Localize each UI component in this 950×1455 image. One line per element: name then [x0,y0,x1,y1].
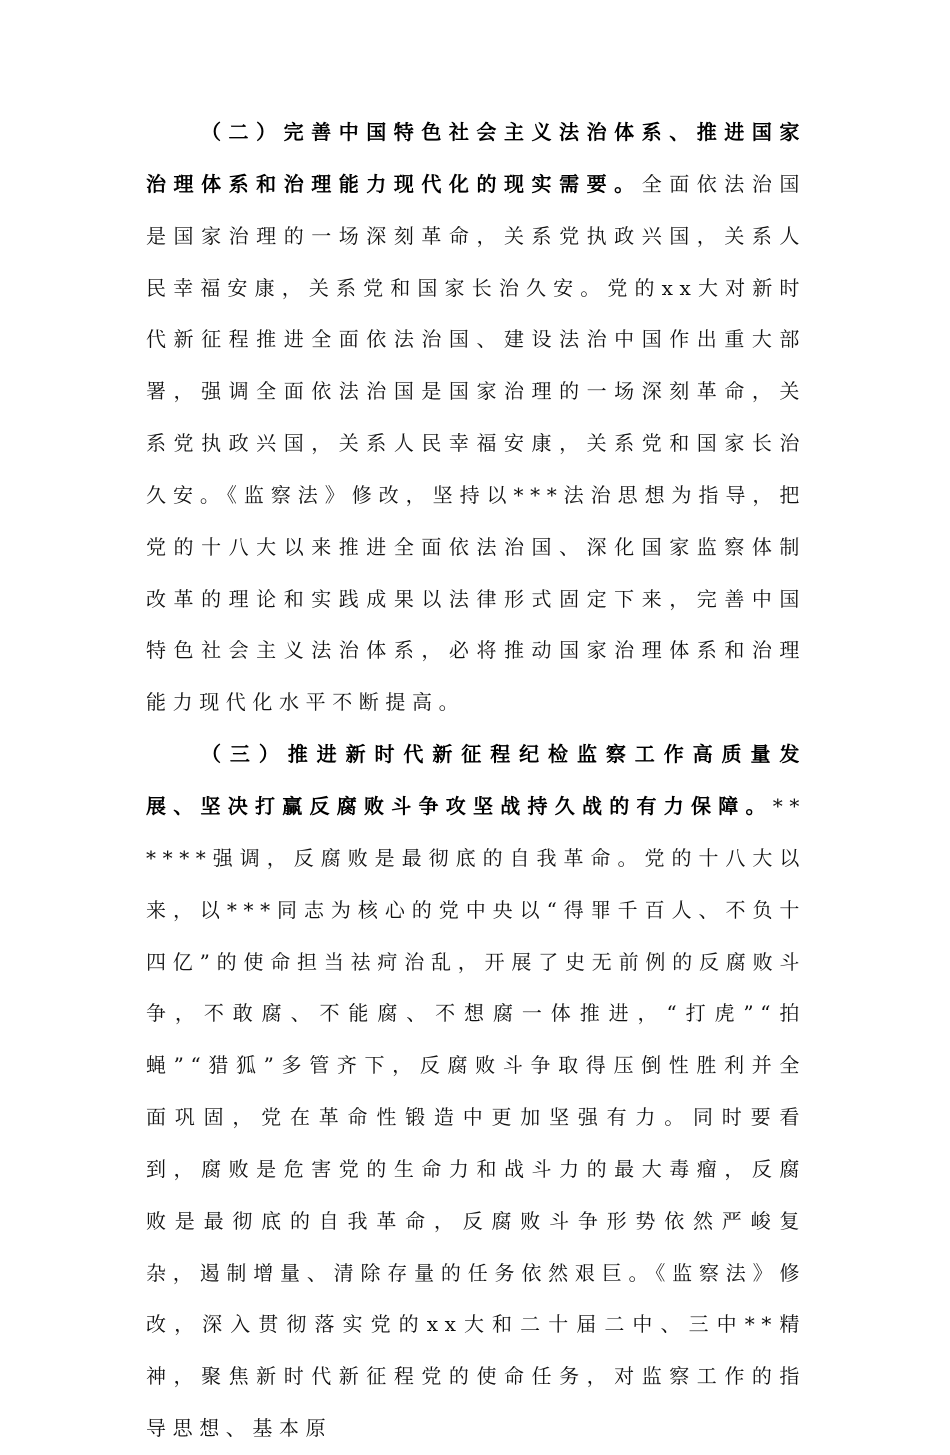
section-heading-3: （三）推进新时代新征程纪检监察工作高质量发展、坚决打赢反腐败斗争攻坚战持久战的有力保障。 [146,742,806,818]
section-body-3: ******强调，反腐败是最彻底的自我革命。党的十八大以来，以***同志为核心的党中央以“得罪千百人、不负十四亿”的使命担当祛疴治乱，开展了史无前例的反腐败斗争，不敢腐、不能腐、不想腐一体推进，“打虎”“拍蝇”“猎狐”多管齐下，反腐败斗争取得压倒性胜利并全面巩固，党在革命性锻造中更加坚强有力。同时要看到，腐败是危害党的生命力和战斗力的最大毒瘤，反腐败是最彻底的自我革命，反腐败斗争形势依然严峻复杂，遏制增量、清除存量的任务依然艰巨。《监察法》修改，深入贯彻落实党的xx大和二十届二中、三中**精神，聚焦新时代新征程党的使命任务，对监察工作的指导思想、基本原 [146,793,806,1441]
paragraph-section-2 [146,107,806,729]
section-body-2: 全面依法治国是国家治理的一场深刻革命，关系党执政兴国，关系人民幸福安康，关系党和国家长治久安。党的xx大对新时代新征程推进全面依法治国、建设法治中国作出重大部署，强调全面依法治国是国家治理的一场深刻革命，关系党执政兴国，关系人民幸福安康，关系党和国家长治久安。《监察法》修改，坚持以***法治思想为指导，把党的十八大以来推进全面依法治国、深化国家监察体制改革的理论和实践成果以法律形式固定下来，完善中国特色社会主义法治体系，必将推动国家治理体系和治理能力现代化水平不断提高。 [146,171,806,715]
paragraph-section-3 [146,729,806,1455]
document-page [146,107,806,1455]
section-heading-2: （二）完善中国特色社会主义法治体系、推进国家治理体系和治理能力现代化的现实需要。 [146,120,806,196]
